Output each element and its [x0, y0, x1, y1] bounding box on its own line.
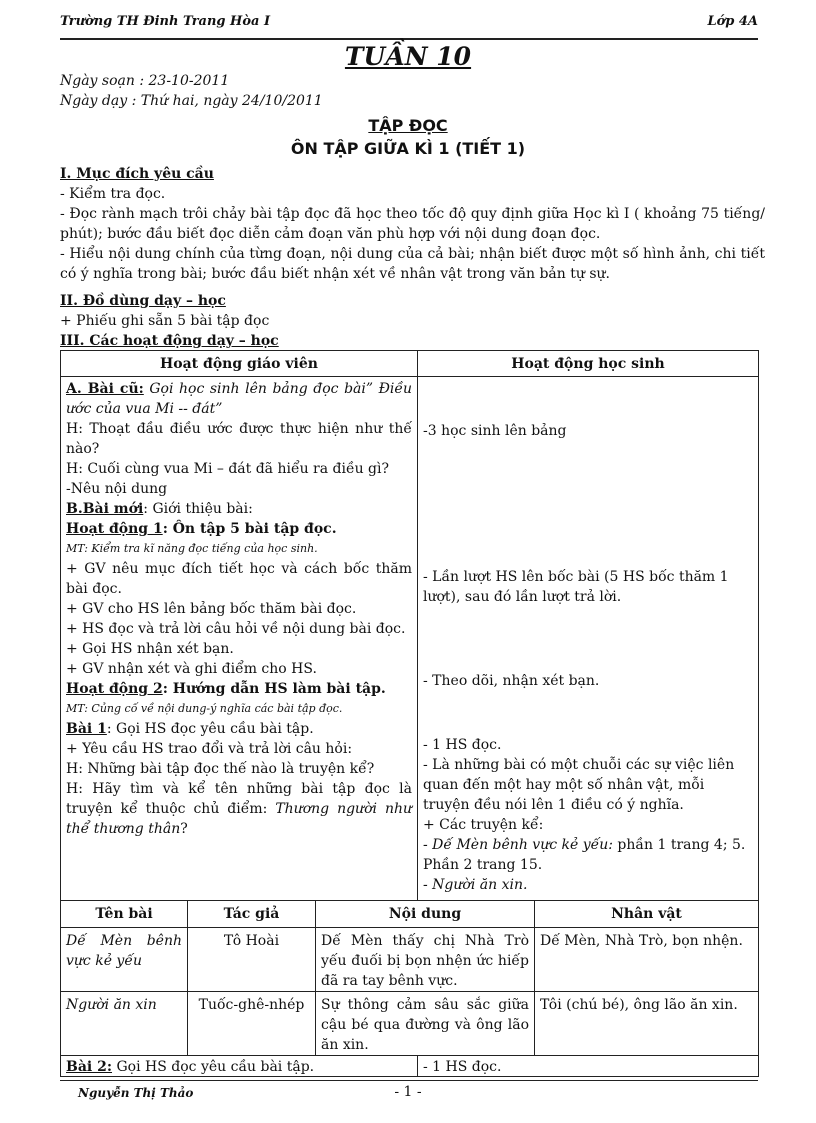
exercise2-label: Bài 2: — [66, 1059, 113, 1075]
student-line: - Theo dõi, nhận xét bạn. — [423, 673, 600, 689]
activity1-label: Hoạt động 1 — [66, 521, 163, 537]
student-line: - Lần lượt HS lên bốc bài (5 HS bốc thăm 1 lượt), sau đó lần lượt trả lời. — [423, 569, 729, 605]
subject-title: TẬP ĐỌC — [368, 116, 448, 135]
teacher-line: + Yêu cầu HS trao đổi và trả lời câu hỏi: — [66, 741, 353, 757]
page-number: - 1 - — [394, 1084, 422, 1100]
section1-title: I. Mục đích yêu cầu — [60, 166, 214, 182]
new-lesson-label: B.Bài mới — [66, 501, 144, 517]
exercise2-student: - 1 HS đọc. — [417, 1055, 759, 1077]
teacher-line: + GV nêu mục đích tiết học và cách bốc thăm bài đọc. — [66, 561, 412, 597]
story-content-cell: Dế Mèn thấy chị Nhà Trò yếu đuối bị bọn nhện ức hiếp đã ra tay bênh vực. — [315, 927, 535, 992]
teacher-line: + Gọi HS nhận xét bạn. — [66, 641, 234, 657]
section2-title: II. Đồ dùng dạy – học — [60, 293, 226, 309]
story-name: - Dế Mèn bênh vực kẻ yếu: — [423, 837, 613, 853]
lesson-title: ÔN TẬP GIỮA KÌ 1 (TIẾT 1) — [290, 139, 526, 158]
teacher-column — [60, 376, 418, 901]
student-line: phần 1 trang 4; 5. Phần 2 trang 15. — [423, 837, 746, 873]
story-characters-cell: Dế Mèn, Nhà Trò, bọn nhện. — [534, 927, 759, 992]
story-table-header: Tên bài — [60, 900, 188, 928]
author-name: Nguyễn Thị Thảo — [78, 1086, 194, 1100]
theme-name: Thương người như thể thương thân — [66, 801, 412, 837]
teacher-line: + GV nhận xét và ghi điểm cho HS. — [66, 661, 317, 677]
exercise1-text: : Gọi HS đọc yêu cầu bài tập. — [106, 721, 314, 737]
exercise2-text: Gọi HS đọc yêu cầu bài tập. — [112, 1059, 315, 1075]
story-author-cell: Tuốc-ghê-nhép — [187, 991, 316, 1056]
activity1-text: : Ôn tập 5 bài tập đọc. — [162, 521, 337, 537]
week-title: TUẦN 10 — [344, 42, 472, 71]
prep-date: Ngày soạn : 23-10-2011 — [60, 73, 230, 89]
student-line: - 1 HS đọc. — [423, 737, 502, 753]
story-characters-cell: Tôi (chú bé), ông lão ăn xin. — [534, 991, 759, 1056]
question-mark: ? — [180, 821, 188, 837]
student-line: - Là những bài có một chuỗi các sự việc liên quan đến một hay một số nhân vật, mỗi truyện đều nói lên 1 điều có ý nghĩa. — [423, 757, 735, 813]
teacher-line: + GV cho HS lên bảng bốc thăm bài đọc. — [66, 601, 357, 617]
objective-1: MT: Kiểm tra kĩ năng đọc tiếng của học sinh. — [66, 542, 318, 555]
exercise1-label: Bài 1 — [66, 721, 107, 737]
objective-2: MT: Củng cố về nội dung-ý nghĩa các bài tập đọc. — [66, 702, 343, 715]
exercise2-teacher — [60, 1055, 418, 1077]
footer-rule — [60, 1080, 758, 1081]
teacher-line: -Nêu nội dung — [66, 481, 168, 497]
activity2-text: : Hướng dẫn HS làm bài tập. — [162, 681, 386, 697]
col-teacher-header: Hoạt động giáo viên — [60, 350, 418, 377]
header-rule — [60, 38, 758, 40]
section2-line: + Phiếu ghi sẵn 5 bài tập đọc — [60, 313, 270, 329]
new-lesson-text: : Giới thiệu bài: — [143, 501, 253, 517]
old-lesson-label: A. Bài cũ: — [66, 381, 144, 397]
teacher-question: H: Những bài tập đọc thế nào là truyện kể? — [66, 761, 375, 777]
student-line: -3 học sinh lên bảng — [423, 423, 567, 439]
story-author-cell: Tô Hoài — [187, 927, 316, 992]
student-column — [417, 376, 759, 901]
story-content-cell: Sự thông cảm sâu sắc giữa cậu bé qua đường và ông lão ăn xin. — [315, 991, 535, 1056]
old-lesson-text: Gọi học sinh lên bảng đọc bài” Điều ước của vua Mi -- đát” — [66, 381, 412, 417]
story-table-header: Nội dung — [315, 900, 535, 928]
teacher-question: H: Hãy tìm và kể tên những bài tập đọc là truyện kể thuộc chủ điểm: — [66, 781, 412, 817]
section1-line: - Hiểu nội dung chính của từng đoạn, nội dung của cả bài; nhận biết được một số hình ảnh, chi tiết có ý nghĩa trong bài; bước đầu biết nhận xét về nhân vật trong văn bản tự sự. — [60, 246, 765, 282]
col-student-header: Hoạt động học sinh — [417, 350, 759, 377]
story-table-header: Nhân vật — [534, 900, 759, 928]
teacher-question: H: Cuối cùng vua Mi – đát đã hiểu ra điều gì? — [66, 461, 389, 477]
class-name: Lớp 4A — [707, 14, 758, 29]
section1-body — [60, 184, 765, 284]
teach-date: Ngày dạy : Thứ hai, ngày 24/10/2011 — [60, 93, 323, 109]
story-name-cell: Người ăn xin — [60, 991, 188, 1056]
teacher-question: H: Thoạt đầu điều ước được thực hiện như thế nào? — [66, 421, 412, 457]
student-line: + Các truyện kể: — [423, 817, 544, 833]
section1-line: - Kiểm tra đọc. — [60, 186, 166, 202]
activity2-label: Hoạt động 2 — [66, 681, 163, 697]
section3-title: III. Các hoạt động dạy – học — [60, 333, 279, 349]
school-name: Trường TH Đinh Trang Hòa I — [60, 14, 271, 29]
student-line: - Người ăn xin. — [423, 877, 528, 893]
teacher-line: + HS đọc và trả lời câu hỏi về nội dung bài đọc. — [66, 621, 406, 637]
story-name-cell: Dế Mèn bênh vực kẻ yếu — [60, 927, 188, 992]
student-answers — [423, 735, 753, 895]
section1-line: - Đọc rành mạch trôi chảy bài tập đọc đã học theo tốc độ quy định giữa Học kì I ( khoảng 75 tiếng/ phút); bước đầu biết đọc diễn cảm đoạn văn phù hợp với nội dung đoạn đọc. — [60, 206, 765, 242]
story-table-header: Tác giả — [187, 900, 316, 928]
